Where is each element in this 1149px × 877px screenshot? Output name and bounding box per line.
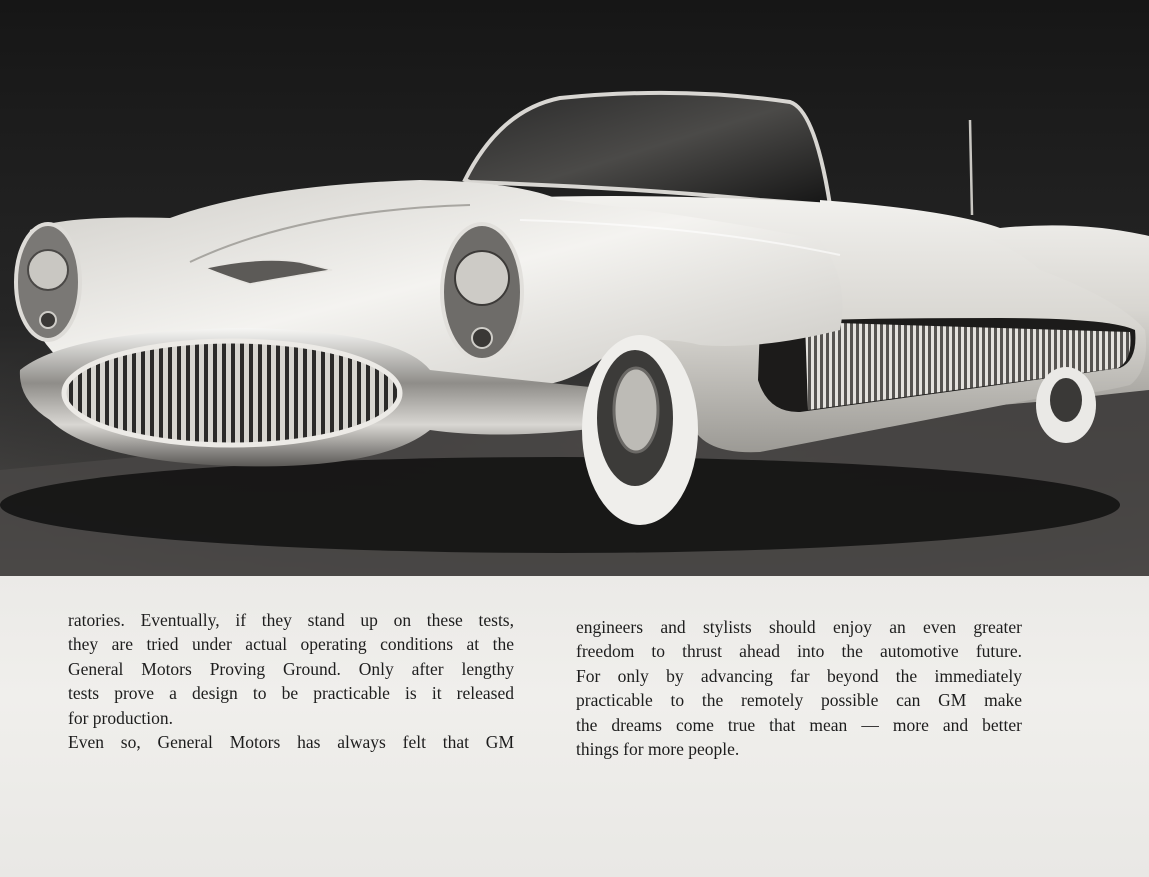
text-line: ratories. Eventually, if they stand up on these tests, [68,610,514,630]
left-headlight [28,250,68,290]
right-text-column [576,615,1022,761]
text-line: the dreams come true that mean — more and better [576,714,1022,735]
front-hubcap [614,368,658,452]
text-line: General Motors Proving Ground. Only after lengthy [68,658,514,679]
text-line: tests prove a design to be practicable is it released [68,683,514,704]
text-line: things for more people. [576,739,740,760]
front-grille [64,341,400,445]
left-text-column [68,608,514,754]
text-line: practicable to the remotely possible can GM make [576,690,1022,711]
text-line: they are tried under actual operating conditions at the [68,634,514,655]
car-shadow [0,457,1120,553]
text-line: For only by advancing far beyond the immediately [576,665,1022,686]
text-line: freedom to thrust ahead into the automotive future. [576,641,1022,662]
right-headlight [455,251,509,305]
text-line: engineers and stylists should enjoy an even greater [576,617,1022,637]
text-line: Even so, General Motors has always felt that GM [68,732,514,753]
text-line: for production. [68,707,173,728]
